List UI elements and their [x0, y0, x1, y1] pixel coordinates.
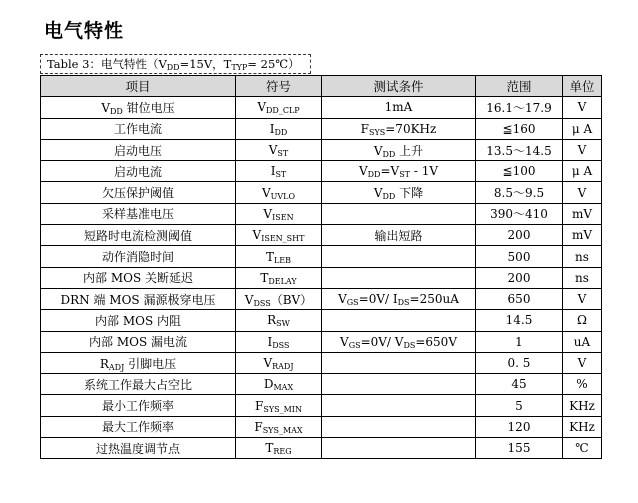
cell-range: 155 — [476, 438, 563, 459]
text-segment: F — [255, 398, 264, 413]
header-symbol: 符号 — [236, 76, 322, 97]
text-segment: I — [269, 121, 275, 136]
cell-unit: V — [563, 288, 602, 309]
cell-range: 200 — [476, 225, 563, 246]
text-segment: V — [261, 185, 271, 200]
cell-unit: uA — [563, 331, 602, 352]
cell-unit: ℃ — [563, 438, 602, 459]
subscript: ADJ — [108, 362, 125, 372]
table-row — [41, 310, 602, 331]
cell-condition — [322, 225, 476, 246]
cell-condition — [322, 161, 476, 182]
caption-sub-dd: DD — [166, 63, 180, 72]
table-row — [41, 118, 602, 139]
cell-symbol — [236, 225, 322, 246]
text-segment: 系统工作最大占空比 — [83, 377, 192, 392]
cell-symbol — [236, 438, 322, 459]
cell-condition — [322, 267, 476, 288]
cell-item — [41, 161, 236, 182]
table-row — [41, 395, 602, 416]
cell-range: 45 — [476, 374, 563, 395]
subscript: LEB — [273, 255, 292, 265]
table-row — [41, 416, 602, 437]
cell-item — [41, 246, 236, 267]
header-range: 范围 — [476, 76, 563, 97]
subscript: DS — [403, 340, 416, 350]
text-segment: 输出短路 — [374, 228, 423, 243]
cell-condition — [322, 416, 476, 437]
text-segment: T — [265, 249, 274, 264]
cell-item — [41, 438, 236, 459]
cell-range: 1 — [476, 331, 563, 352]
header-item: 项目 — [41, 76, 236, 97]
text-segment: V — [263, 356, 273, 370]
cell-item — [41, 203, 236, 224]
caption-mid: =15V，T — [179, 57, 232, 71]
text-segment: （BV） — [270, 292, 313, 307]
table-row — [41, 139, 602, 160]
text-segment: 内部 MOS 关断延迟 — [83, 271, 193, 286]
cell-symbol — [236, 352, 322, 373]
cell-condition — [322, 374, 476, 395]
text-segment: V — [268, 143, 278, 158]
cell-symbol — [236, 331, 322, 352]
subscript: GS — [346, 298, 359, 308]
subscript: DSS — [272, 340, 290, 350]
cell-condition — [322, 352, 476, 373]
table-row — [41, 352, 602, 373]
text-segment: V — [101, 100, 110, 115]
text-segment: 启动电压 — [113, 143, 162, 158]
cell-unit: Ω — [563, 310, 602, 331]
subscript: GS — [348, 340, 361, 350]
text-segment: T — [265, 441, 274, 456]
text-segment: =V — [380, 164, 400, 179]
cell-symbol — [236, 395, 322, 416]
table-header-row — [41, 76, 602, 97]
cell-symbol — [236, 374, 322, 395]
cell-symbol — [236, 416, 322, 437]
text-segment: 短路时电流检测阈值 — [83, 228, 192, 243]
cell-symbol — [236, 182, 322, 203]
cell-item — [41, 374, 236, 395]
text-segment: I — [270, 164, 276, 179]
caption-suffix: = 25℃） — [247, 57, 300, 71]
table-row — [41, 97, 602, 118]
text-segment: V — [263, 206, 273, 221]
cell-unit: V — [563, 182, 602, 203]
text-segment: V — [257, 100, 266, 115]
subscript: ISEN_SHT — [261, 234, 305, 244]
cell-item — [41, 267, 236, 288]
text-segment: F — [254, 419, 263, 434]
cell-condition — [322, 395, 476, 416]
cell-condition — [322, 203, 476, 224]
text-segment: R — [267, 313, 277, 328]
subscript: DD — [367, 170, 381, 180]
text-segment: 启动电流 — [113, 164, 162, 179]
text-segment: 钳位电压 — [122, 100, 175, 115]
text-segment: I — [267, 334, 273, 349]
subscript: SYS — [369, 127, 386, 137]
cell-condition — [322, 246, 476, 267]
cell-unit: μ A — [563, 161, 602, 182]
cell-unit: % — [563, 374, 602, 395]
cell-item — [41, 225, 236, 246]
table-row — [41, 225, 602, 246]
subscript: MAX — [273, 383, 294, 393]
table-caption — [40, 54, 311, 74]
cell-unit: V — [563, 139, 602, 160]
text-segment: =0V/ V — [360, 334, 404, 349]
cell-unit: ns — [563, 267, 602, 288]
cell-symbol — [236, 161, 322, 182]
cell-condition — [322, 331, 476, 352]
cell-item — [41, 352, 236, 373]
cell-symbol — [236, 288, 322, 309]
text-segment: F — [360, 121, 369, 136]
caption-prefix: Table 3：电气特性（V — [47, 57, 167, 71]
cell-unit: V — [563, 97, 602, 118]
cell-range: 200 — [476, 267, 563, 288]
text-segment: 欠压保护阈值 — [101, 186, 174, 201]
cell-condition — [322, 438, 476, 459]
text-segment: D — [263, 377, 274, 392]
cell-item — [41, 139, 236, 160]
caption-sub-typ: TYP — [231, 63, 248, 72]
cell-symbol — [236, 118, 322, 139]
table-row — [41, 438, 602, 459]
subscript: SW — [276, 319, 290, 329]
text-segment: V — [373, 143, 383, 158]
subscript: ST — [277, 149, 289, 159]
text-segment: V — [338, 292, 347, 307]
subscript: SYS_MAX — [262, 425, 303, 435]
cell-symbol — [236, 97, 322, 118]
cell-range: 120 — [476, 416, 563, 437]
cell-condition — [322, 182, 476, 203]
table-row — [41, 182, 602, 203]
cell-condition — [322, 310, 476, 331]
cell-unit: KHz — [563, 395, 602, 416]
subscript: DD — [110, 106, 123, 116]
text-segment: =250uA — [409, 292, 459, 307]
subscript: DELAY — [268, 276, 297, 286]
subscript: ST — [275, 170, 287, 180]
subscript: UVLO — [270, 191, 296, 201]
text-segment: R — [99, 356, 109, 371]
text-segment: 采样基准电压 — [101, 207, 174, 222]
text-segment: 内部 MOS 漏电流 — [89, 335, 187, 350]
cell-range: 650 — [476, 288, 563, 309]
table-row — [41, 288, 602, 309]
cell-item — [41, 97, 236, 118]
cell-item — [41, 182, 236, 203]
cell-item — [41, 395, 236, 416]
table-row — [41, 374, 602, 395]
cell-unit: ns — [563, 246, 602, 267]
subscript: DD_CLP — [266, 106, 300, 116]
subscript: DD — [382, 192, 396, 202]
text-segment: V — [373, 186, 383, 201]
cell-condition — [322, 139, 476, 160]
section-title: 电气特性 — [44, 20, 125, 42]
subscript: DSS — [253, 298, 271, 308]
cell-range: 13.5～14.5 — [476, 139, 563, 160]
cell-symbol — [236, 139, 322, 160]
text-segment: 过热温度调节点 — [95, 441, 180, 456]
cell-symbol — [236, 203, 322, 224]
table-row — [41, 267, 602, 288]
cell-condition — [322, 118, 476, 139]
cell-item — [41, 118, 236, 139]
electrical-characteristics-table — [40, 75, 602, 459]
text-segment: 引脚电压 — [124, 356, 177, 371]
text-segment: 下降 — [395, 186, 424, 201]
text-segment: V — [340, 334, 349, 349]
text-segment: 1mA — [384, 100, 413, 115]
table-row — [41, 161, 602, 182]
text-segment: T — [260, 270, 269, 285]
text-segment: V — [358, 164, 368, 179]
cell-range: 16.1～17.9 — [476, 97, 563, 118]
cell-item — [41, 331, 236, 352]
cell-item — [41, 416, 236, 437]
cell-range: 500 — [476, 246, 563, 267]
text-segment: V — [244, 292, 254, 307]
text-segment: DRN 端 MOS 漏源极穿电压 — [60, 292, 216, 307]
subscript: DD — [382, 149, 396, 159]
table-row — [41, 203, 602, 224]
cell-range: 8.5～9.5 — [476, 182, 563, 203]
subscript: RADJ — [272, 362, 294, 371]
cell-item — [41, 288, 236, 309]
subscript: DD — [274, 127, 288, 137]
text-segment: V — [252, 228, 262, 243]
text-segment: 上升 — [395, 143, 424, 158]
subscript: ISEN — [272, 212, 294, 222]
text-segment: =0V/ I — [358, 292, 398, 307]
cell-unit: μ A — [563, 118, 602, 139]
text-segment: 工作电流 — [113, 122, 162, 137]
cell-range: 0. 5 — [476, 352, 563, 373]
cell-range: 5 — [476, 395, 563, 416]
text-segment: 内部 MOS 内阻 — [95, 313, 181, 328]
table-row — [41, 331, 602, 352]
cell-symbol — [236, 267, 322, 288]
cell-condition — [322, 97, 476, 118]
cell-range: 390～410 — [476, 203, 563, 224]
cell-range: 14.5 — [476, 310, 563, 331]
cell-symbol — [236, 310, 322, 331]
cell-symbol — [236, 246, 322, 267]
cell-range: ≦100 — [476, 161, 563, 182]
header-unit: 单位 — [563, 76, 602, 97]
text-segment: =650V — [415, 334, 457, 349]
table-row — [41, 246, 602, 267]
text-segment: =70KHz — [385, 121, 437, 136]
cell-range: ≦160 — [476, 118, 563, 139]
cell-unit: mV — [563, 203, 602, 224]
cell-item — [41, 310, 236, 331]
text-segment: - 1V — [410, 164, 439, 179]
subscript: REG — [273, 447, 292, 457]
text-segment: 最大工作频率 — [101, 420, 174, 435]
cell-unit: KHz — [563, 416, 602, 437]
header-condition: 测试条件 — [322, 76, 476, 97]
cell-condition — [322, 288, 476, 309]
cell-unit: V — [563, 352, 602, 373]
table-body — [41, 97, 602, 459]
subscript: SYS_MIN — [263, 404, 302, 414]
text-segment: 最小工作频率 — [101, 399, 174, 414]
subscript: ST — [399, 170, 411, 180]
text-segment: 动作消隐时间 — [101, 250, 174, 265]
cell-unit: mV — [563, 225, 602, 246]
subscript: DS — [397, 298, 410, 308]
